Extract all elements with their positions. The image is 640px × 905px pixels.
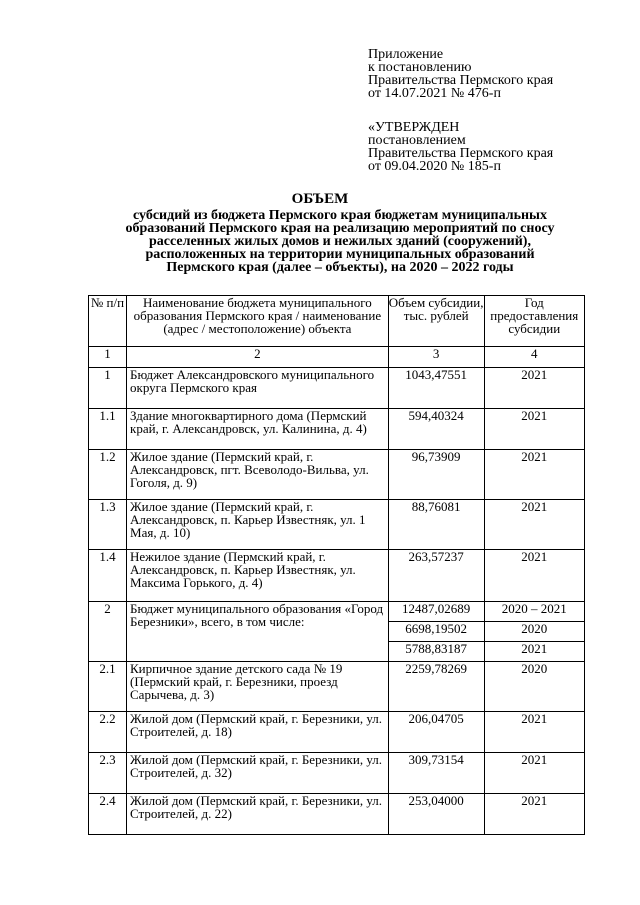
cell-year: 2021 [484, 753, 584, 794]
cell-volume: 309,73154 [388, 753, 484, 794]
cell-num: 1.3 [89, 500, 127, 550]
index-cell: 2 [127, 347, 389, 368]
cell-volume: 263,57237 [388, 550, 484, 602]
appendix-line: Приложение [368, 47, 444, 62]
table-row [89, 409, 585, 450]
subtitle-line: Пермского края (далее – объекты), на 2020 – 2022 годы [166, 260, 514, 275]
cell-num: 1.4 [89, 550, 127, 602]
table-row [89, 662, 585, 712]
document-subtitle [100, 209, 580, 274]
document-title: ОБЪЕМ [291, 191, 349, 207]
cell-num: 1.1 [89, 409, 127, 450]
cell-year: 2021 [484, 368, 584, 409]
cell-name: Жилой дом (Пермский край, г. Березники, ул. Строителей, д. 18) [127, 712, 389, 753]
index-cell: 4 [484, 347, 584, 368]
header-num: № п/п [89, 296, 127, 347]
cell-volume: 253,04000 [388, 794, 484, 835]
cell-year: 2021 [484, 794, 584, 835]
cell-year: 2021 [484, 409, 584, 450]
cell-volume: 6698,19502 [388, 622, 484, 642]
subtitle-line: расселенных жилых домов и нежилых зданий (сооружений), [149, 234, 531, 249]
cell-year: 2020 – 2021 [484, 602, 584, 622]
cell-year: 2021 [484, 450, 584, 500]
cell-year: 2021 [484, 550, 584, 602]
index-cell: 3 [388, 347, 484, 368]
cell-year: 2021 [484, 642, 584, 662]
appendix-block [368, 48, 618, 100]
table-row [89, 794, 585, 835]
subtitle-line: расположенных на территории муниципальных образований [145, 247, 535, 262]
cell-year: 2020 [484, 622, 584, 642]
subsidy-table [88, 295, 585, 835]
cell-year: 2020 [484, 662, 584, 712]
approved-line: Правительства Пермского края [368, 146, 554, 161]
cell-volume: 206,04705 [388, 712, 484, 753]
table-row [89, 602, 585, 622]
table-row [89, 368, 585, 409]
cell-name: Кирпичное здание детского сада № 19 (Пермский край, г. Березники, проезд Сарычева, д. 3) [127, 662, 389, 712]
cell-volume: 96,73909 [388, 450, 484, 500]
subtitle-line: субсидий из бюджета Пермского края бюджетам муниципальных [133, 208, 547, 223]
table-row [89, 500, 585, 550]
table-row [89, 753, 585, 794]
appendix-line: к постановлению [368, 60, 472, 75]
cell-num: 1.2 [89, 450, 127, 500]
approved-line: постановлением [368, 133, 466, 148]
approved-block [368, 121, 618, 173]
cell-year: 2021 [484, 712, 584, 753]
approved-line: «УТВЕРЖДЕН [368, 120, 460, 135]
table-row [89, 712, 585, 753]
table-header-row [89, 296, 585, 347]
cell-volume: 12487,02689 [388, 602, 484, 622]
cell-name: Жилой дом (Пермский край, г. Березники, ул. Строителей, д. 32) [127, 753, 389, 794]
index-cell: 1 [89, 347, 127, 368]
cell-name: Бюджет Александровского муниципального округа Пермского края [127, 368, 389, 409]
cell-year: 2021 [484, 500, 584, 550]
cell-name: Жилое здание (Пермский край, г. Александровск, п. Карьер Известняк, ул. 1 Мая, д. 10) [127, 500, 389, 550]
cell-num: 2.3 [89, 753, 127, 794]
table-index-row [89, 347, 585, 368]
cell-name: Бюджет муниципального образования «Город Березники», всего, в том числе: [127, 602, 389, 662]
header-volume: Объем субсидии, тыс. рублей [388, 296, 484, 347]
cell-volume: 594,40324 [388, 409, 484, 450]
cell-name: Жилой дом (Пермский край, г. Березники, ул. Строителей, д. 22) [127, 794, 389, 835]
cell-name: Нежилое здание (Пермский край, г. Александровск, п. Карьер Известняк, ул. Максима Горького, д. 4) [127, 550, 389, 602]
table-row [89, 550, 585, 602]
cell-num: 2.4 [89, 794, 127, 835]
cell-name: Здание многоквартирного дома (Пермский край, г. Александровск, ул. Калинина, д. 4) [127, 409, 389, 450]
subtitle-line: образований Пермского края на реализацию мероприятий по сносу [125, 221, 555, 236]
cell-name: Жилое здание (Пермский край, г. Александровск, пгт. Всеволодо-Вильва, ул. Гоголя, д. 9) [127, 450, 389, 500]
cell-num: 2.2 [89, 712, 127, 753]
header-year: Год предоставления субсидии [484, 296, 584, 347]
appendix-line: от 14.07.2021 № 476-п [368, 86, 501, 101]
header-name: Наименование бюджета муниципального образования Пермского края / наименование (адрес / местоположение) объекта [127, 296, 389, 347]
cell-num: 1 [89, 368, 127, 409]
cell-volume: 2259,78269 [388, 662, 484, 712]
appendix-line: Правительства Пермского края [368, 73, 554, 88]
approved-line: от 09.04.2020 № 185-п [368, 159, 501, 174]
table-row [89, 450, 585, 500]
cell-volume: 5788,83187 [388, 642, 484, 662]
cell-volume: 88,76081 [388, 500, 484, 550]
cell-volume: 1043,47551 [388, 368, 484, 409]
cell-num: 2.1 [89, 662, 127, 712]
cell-num: 2 [89, 602, 127, 662]
